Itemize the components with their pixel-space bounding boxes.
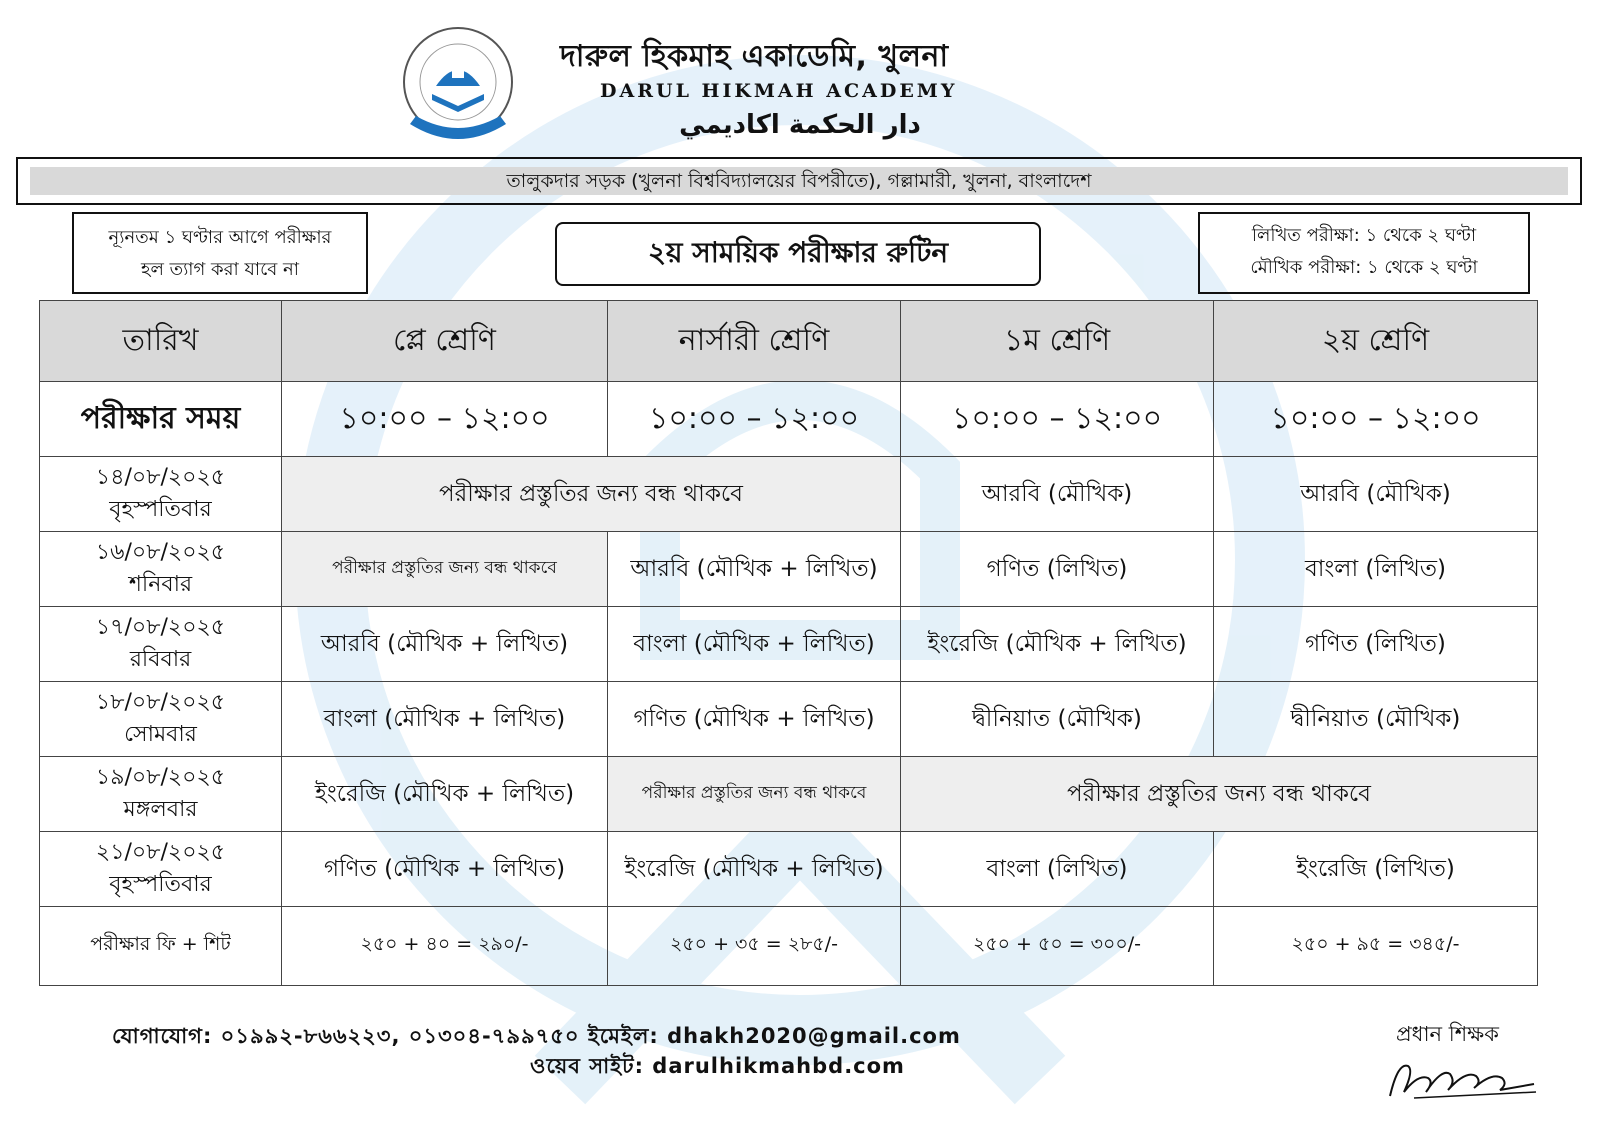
- exam-fee-row: [40, 907, 1538, 986]
- signature-image: [1384, 1052, 1540, 1104]
- table-row: [40, 832, 1538, 907]
- exam-duration-note: [1198, 212, 1530, 294]
- address-text: তালুকদার সড়ক (খুলনা বিশ্ববিদ্যালয়ের বিপরীতে), গল্লামারী, খুলনা, বাংলাদেশ: [30, 167, 1568, 195]
- subject-cell: বাংলা (মৌখিক + লিখিত): [282, 682, 608, 757]
- day-text: শনিবার: [128, 572, 193, 597]
- column-header-date: তারিখ: [40, 301, 282, 382]
- address-box: [16, 157, 1582, 205]
- day-text: সোমবার: [124, 722, 197, 747]
- date-text: ১৯/০৮/২০২৫: [95, 765, 226, 790]
- day-text: বৃহস্পতিবার: [109, 497, 212, 522]
- exam-time-cell: ১০:০০ – ১২:০০: [608, 382, 901, 457]
- subject-cell: বাংলা (লিখিত): [1214, 532, 1538, 607]
- exit-rule-line-2: হল ত্যাগ করা যাবে না: [140, 259, 299, 280]
- exam-time-row: [40, 382, 1538, 457]
- fee-cell: ২৫০ + ৯৫ = ৩৪৫/-: [1214, 907, 1538, 986]
- table-row: [40, 682, 1538, 757]
- date-cell: [40, 532, 282, 607]
- closed-cell: পরীক্ষার প্রস্তুতির জন্য বন্ধ থাকবে: [608, 757, 901, 832]
- date-text: ১৪/০৮/২০২৫: [95, 465, 226, 490]
- academy-name-arabic: دار الحكمة اكاديمي: [679, 110, 921, 140]
- exam-time-cell: ১০:০০ – ১২:০০: [282, 382, 608, 457]
- table-row: [40, 457, 1538, 532]
- day-text: বৃহস্পতিবার: [109, 872, 212, 897]
- subject-cell: দ্বীনিয়াত (মৌখিক): [1214, 682, 1538, 757]
- column-header-play: প্লে শ্রেণি: [282, 301, 608, 382]
- head-teacher-label: প্রধান শিক্ষক: [1396, 1022, 1499, 1046]
- fee-cell: ২৫০ + ৪০ = ২৯০/-: [282, 907, 608, 986]
- contact-info: যোগাযোগ: ০১৯৯২-৮৬৬২২৩, ০১৩০৪-৭৯৯৭৫০ ইমেইল: dhakh2020@gmail.com: [112, 1024, 961, 1048]
- table-row: [40, 757, 1538, 832]
- subject-cell: আরবি (মৌখিক): [1214, 457, 1538, 532]
- date-cell: [40, 832, 282, 907]
- date-text: ২১/০৮/২০২৫: [95, 840, 226, 865]
- subject-cell: ইংরেজি (লিখিত): [1214, 832, 1538, 907]
- academy-logo: [392, 24, 524, 148]
- subject-cell: দ্বীনিয়াত (মৌখিক): [901, 682, 1214, 757]
- academy-name-english: DARUL HIKMAH ACADEMY: [600, 80, 958, 102]
- table-header-row: [40, 301, 1538, 382]
- column-header-class-2: ২য় শ্রেণি: [1214, 301, 1538, 382]
- date-text: ১৮/০৮/২০২৫: [95, 690, 226, 715]
- fee-cell: ২৫০ + ৩৫ = ২৮৫/-: [608, 907, 901, 986]
- table-row: [40, 532, 1538, 607]
- date-cell: [40, 757, 282, 832]
- day-text: মঙ্গলবার: [123, 797, 198, 822]
- date-cell: [40, 682, 282, 757]
- exam-fee-label: পরীক্ষার ফি + শিট: [40, 907, 282, 986]
- subject-cell: গণিত (মৌখিক + লিখিত): [282, 832, 608, 907]
- closed-cell: পরীক্ষার প্রস্তুতির জন্য বন্ধ থাকবে: [282, 532, 608, 607]
- exam-time-cell: ১০:০০ – ১২:০০: [1214, 382, 1538, 457]
- exam-time-label: পরীক্ষার সময়: [40, 382, 282, 457]
- academy-name-bangla: দারুল হিকমাহ একাডেমি, খুলনা: [560, 39, 949, 74]
- exit-rule-note: [72, 212, 368, 294]
- subject-cell: ইংরেজি (মৌখিক + লিখিত): [282, 757, 608, 832]
- day-text: রবিবার: [129, 647, 192, 672]
- subject-cell: গণিত (লিখিত): [1214, 607, 1538, 682]
- date-text: ১৬/০৮/২০২৫: [95, 540, 226, 565]
- column-header-class-1: ১ম শ্রেণি: [901, 301, 1214, 382]
- closed-cell: পরীক্ষার প্রস্তুতির জন্য বন্ধ থাকবে: [901, 757, 1538, 832]
- date-cell: [40, 607, 282, 682]
- subject-cell: গণিত (মৌখিক + লিখিত): [608, 682, 901, 757]
- website-info: ওয়েব সাইট: darulhikmahbd.com: [530, 1054, 905, 1078]
- subject-cell: আরবি (মৌখিক + লিখিত): [608, 532, 901, 607]
- subject-cell: ইংরেজি (মৌখিক + লিখিত): [901, 607, 1214, 682]
- exam-routine-table: [39, 300, 1538, 986]
- subject-cell: আরবি (মৌখিক + লিখিত): [282, 607, 608, 682]
- subject-cell: আরবি (মৌখিক): [901, 457, 1214, 532]
- oral-duration: মৌখিক পরীক্ষা: ১ থেকে ২ ঘণ্টা: [1250, 257, 1478, 278]
- fee-cell: ২৫০ + ৫০ = ৩০০/-: [901, 907, 1214, 986]
- closed-cell: পরীক্ষার প্রস্তুতির জন্য বন্ধ থাকবে: [282, 457, 901, 532]
- subject-cell: বাংলা (মৌখিক + লিখিত): [608, 607, 901, 682]
- date-text: ১৭/০৮/২০২৫: [95, 615, 226, 640]
- date-cell: [40, 457, 282, 532]
- column-header-nursery: নার্সারী শ্রেণি: [608, 301, 901, 382]
- written-duration: লিখিত পরীক্ষা: ১ থেকে ২ ঘণ্টা: [1251, 225, 1477, 246]
- routine-title: ২য় সাময়িক পরীক্ষার রুটিন: [555, 222, 1041, 286]
- exam-time-cell: ১০:০০ – ১২:০০: [901, 382, 1214, 457]
- subject-cell: গণিত (লিখিত): [901, 532, 1214, 607]
- table-row: [40, 607, 1538, 682]
- exit-rule-line-1: ন্যূনতম ১ ঘণ্টার আগে পরীক্ষার: [108, 227, 332, 248]
- subject-cell: ইংরেজি (মৌখিক + লিখিত): [608, 832, 901, 907]
- subject-cell: বাংলা (লিখিত): [901, 832, 1214, 907]
